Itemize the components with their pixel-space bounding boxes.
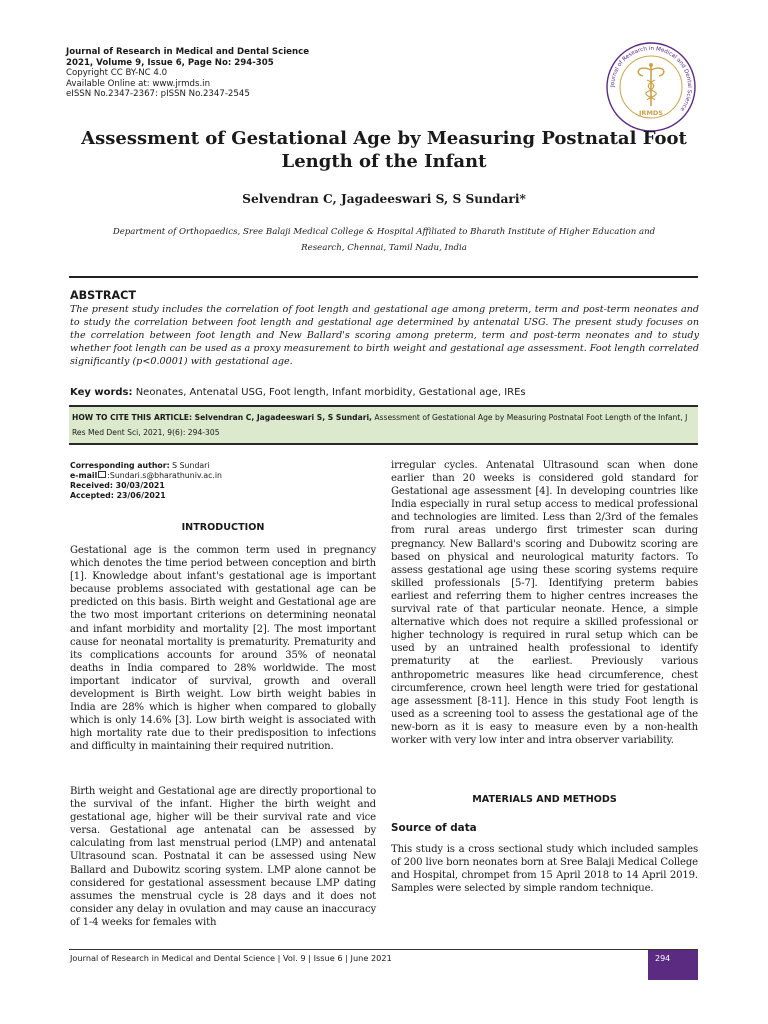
methods-paragraph-1: This study is a cross sectional study which included samples of 200 live born neonates born at Sree Balaji Medical College and Hospital, chrompet from 15 April 2018 to 14 April 2019. Samples were selected by simple random technique.	[391, 844, 698, 895]
authors: Selvendran C, Jagadeeswari S, S Sundari*	[242, 192, 526, 206]
logo-ring-text: Journal of Research in Medical and Dental Science	[609, 45, 693, 112]
header-divider	[69, 276, 698, 278]
corr-author: S Sundari	[169, 461, 210, 470]
footer-text: Journal of Research in Medical and Dental Science | Vol. 9 | Issue 6 | June 2021	[70, 953, 392, 963]
accepted-date: Accepted: 23/06/2021	[70, 491, 166, 500]
received-date: Received: 30/03/2021	[70, 481, 165, 490]
how-to-cite-box	[69, 405, 698, 445]
email-address[interactable]: :Sundari.s@bharathuniv.ac.in	[107, 471, 222, 480]
journal-name: Journal of Research in Medical and Dental Science	[66, 47, 310, 57]
caduceus-logo-icon	[604, 40, 698, 134]
email-label: e-mail	[70, 471, 98, 480]
footer-divider	[69, 949, 698, 950]
page-number: 294	[648, 950, 698, 980]
envelope-icon	[98, 471, 106, 478]
journal-volume: 2021, Volume 9, Issue 6, Page No: 294-305	[66, 57, 274, 68]
methods-heading: MATERIALS AND METHODS	[472, 794, 617, 805]
corr-label: Corresponding author:	[70, 461, 170, 470]
article-title: Assessment of Gestational Age by Measuring Postnatal Foot Length of the Infant	[81, 128, 687, 172]
copyright: Copyright CC BY-NC 4.0	[66, 68, 168, 79]
keywords-label: Key words:	[70, 387, 133, 398]
jrmds-logo	[604, 40, 698, 134]
introduction-heading: INTRODUCTION	[181, 522, 265, 533]
issn: eISSN No.2347-2367: pISSN No.2347-2545	[66, 89, 250, 100]
abstract-text: The present study includes the correlation of foot length and gestational age among preterm, term and post-term neonates and to study the correlation between foot length and gestational age determined by antenatal USG. The present study focuses on the correlation between foot length and New Ballard's scoring among preterm, term and post-term neonates and to study whether foot length can be used as a proxy measurement to birth weight and gestational age assessment. Foot length correlated significantly (p<0.0001) with gestational age.	[70, 304, 699, 368]
cite-text: Assessment of Gestational Age by Measuring Postnatal Foot Length of the Infant, J Res Med Dent Sci, 2021, 9(6): 294-305	[72, 413, 688, 437]
cite-label: HOW TO CITE THIS ARTICLE: Selvendran C, Jagadeeswari S, S Sundari,	[72, 413, 372, 422]
journal-header	[66, 47, 386, 100]
intro-paragraph-2: Birth weight and Gestational age are directly proportional to the survival of the infant. Higher the birth weight and gestational age, higher will be their survival rate and vice versa. Gestational age antenatal can be assessed by calculating from last menstrual period (LMP) and antenatal Ultrasound scan. Postnatal it can be assessed using New Ballard and Dubowitz scoring system. LMP alone cannot be considered for gestational assessment because LMP dating assumes the menstrual cycle is 28 days and it does not consider any delay in ovulation and may cause an inaccuracy of 1-4 weeks for females with	[70, 786, 376, 928]
source-of-data-heading: Source of data	[391, 822, 477, 834]
affiliation: Department of Orthopaedics, Sree Balaji Medical College & Hospital Affiliated to Bharath Institute of Higher Education and Research, Chennai, Tamil Nadu, India	[112, 227, 656, 253]
intro-paragraph-1: Gestational age is the common term used in pregnancy which denotes the time period between conception and birth [1]. Knowledge about infant's gestational age is important because problems associated with gestational age can be predicted on this basis. Birth weight and Gestational age are the two most important criterions on determining neonatal and infant morbidity and mortality [2]. The most important cause for neonatal mortality is prematurity. Prematurity and its complications accounts for around 35% of neonatal deaths in India compared to 28% worldwide. The most important indicator of survival, growth and overall development is Birth weight. Low birth weight babies in India are 28% which is higher when compared to globally which is only 14.6% [3]. Low birth weight is associated with high mortality rate due to their predisposition to infections and difficulty in maintaining their required nutrition.	[70, 545, 376, 753]
logo-text: JRMDS	[639, 109, 663, 117]
keywords-text: Neonates, Antenatal USG, Foot length, Infant morbidity, Gestational age, IREs	[132, 387, 526, 398]
keywords	[70, 387, 699, 398]
available-online: Available Online at: www.jrmds.in	[66, 78, 211, 89]
abstract-heading: ABSTRACT	[70, 289, 136, 302]
article-meta	[70, 461, 380, 501]
intro-paragraph-3: irregular cycles. Antenatal Ultrasound scan when done earlier than 20 weeks is considered gold standard for Gestational age assessment [4]. In developing countries like India especially in rural setup access to medical professional and technologies are limited. Less than 2/3rd of the females from rural areas undergo first trimester scan during pregnancy. New Ballard's scoring and Dubowitz scoring are based on physical and neurological maturity factors. To assess gestational age using these scoring systems require skilled professionals [5-7]. Identifying preterm babies earliest and referring them to higher centres increases the survival rate of that particular neonate. Hence, a simple alternative which does not require a skilled professional or higher technology is required in rural setup which can be used by an untrained health professional to identify prematurity at the earliest. Previously various anthropometric measures like head circumference, chest circumference, crown heel length were tried for gestational age assessment [8-11]. Hence in this study Foot length is used as a screening tool to assess the gestational age of the new-born as it is easy to measure even by a non-health worker with very low inter and intra observer variability.	[391, 460, 698, 746]
